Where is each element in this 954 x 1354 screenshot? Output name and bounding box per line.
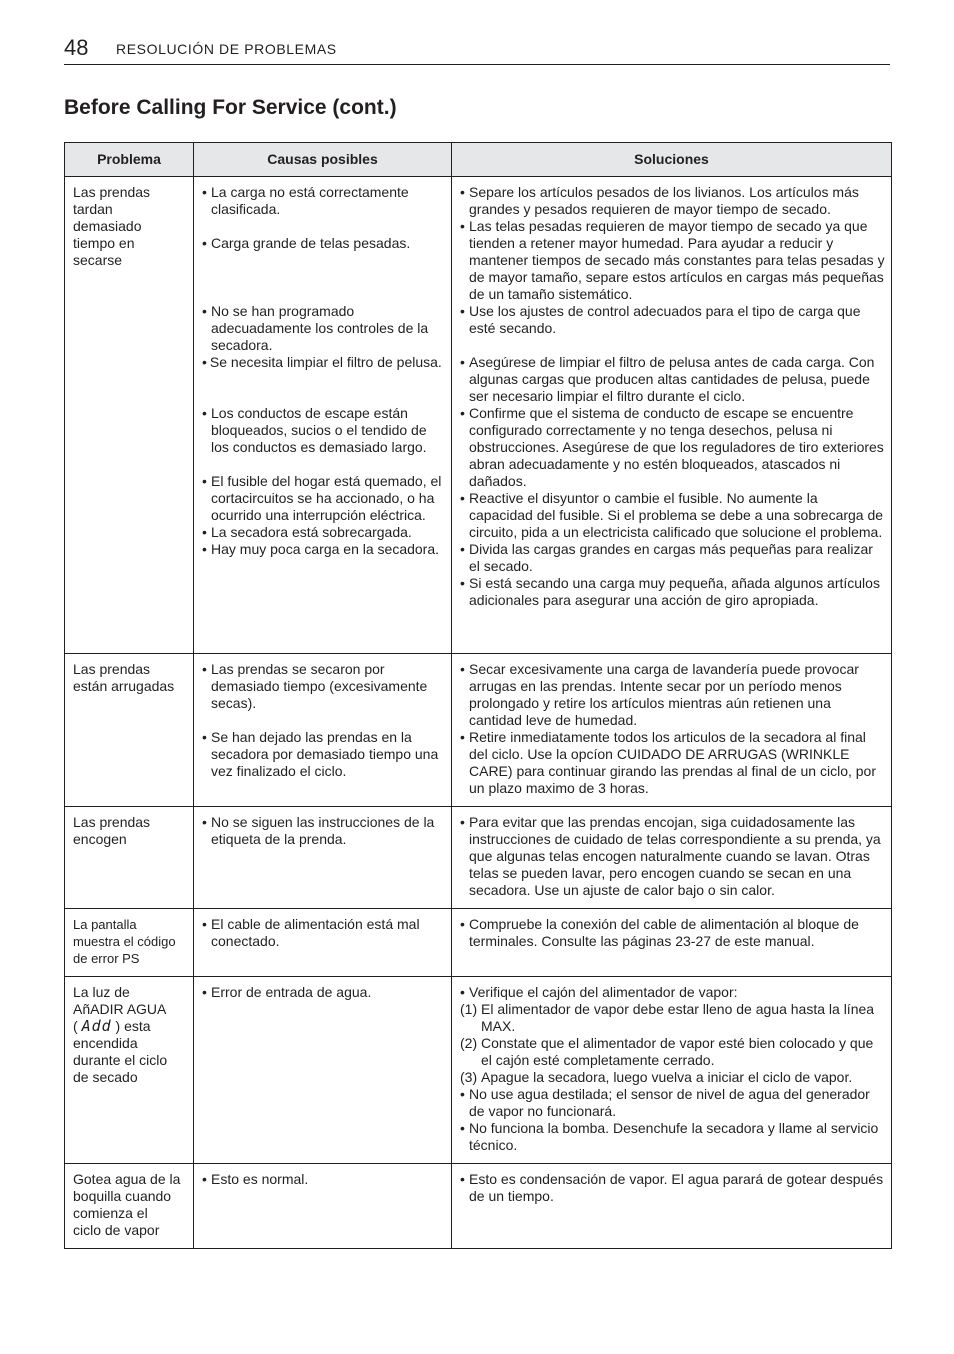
list-item-text: Se necesita limpiar el filtro de pelusa. xyxy=(209,354,442,370)
solutions-list xyxy=(460,661,885,797)
list-item: • Compruebe la conexión del cable de alimentación al bloque de terminales. Consulte las páginas 23-27 de este manual. xyxy=(460,916,885,950)
solutions-cell xyxy=(452,1164,892,1249)
list-item: • La carga no está correctamente clasificada. xyxy=(202,184,445,218)
problem-text-before: La luz de AñADIR AGUA ( xyxy=(73,984,167,1034)
numbered-item xyxy=(460,1001,885,1035)
solutions-cell xyxy=(452,177,892,654)
column-header-problem: Problema xyxy=(65,143,194,177)
list-item: • La secadora está sobrecargada. xyxy=(202,524,445,541)
page-header xyxy=(64,34,890,65)
problem-cell xyxy=(65,807,194,909)
causes-cell xyxy=(194,177,452,654)
solutions-list xyxy=(460,814,885,899)
table-row xyxy=(65,909,892,977)
list-item: • Hay muy poca carga en la secadora. xyxy=(202,541,445,558)
numbered-item xyxy=(460,1069,885,1086)
problem-text: Las prendas tardan demasiado tiempo en secarse xyxy=(73,184,151,268)
solutions-list xyxy=(460,916,885,950)
solutions-list xyxy=(460,1171,885,1205)
list-item: • Esto es condensación de vapor. El agua parará de gotear después de un tiempo. xyxy=(460,1171,885,1205)
list-item: • Confirme que el sistema de conducto de escape se encuentre configurado correctamente y no tenga desechos, pelusa ni obstrucciones. Asegúrese de que los reguladores de tiro exteriores abran adecuadamente y no estén bloqueados, atascados ni dañados. xyxy=(460,405,885,490)
list-item: • Esto es normal. xyxy=(202,1171,445,1188)
solutions-cell xyxy=(452,909,892,977)
list-item: • Las prendas se secaron por demasiado tiempo (excesivamente secas). xyxy=(202,661,445,712)
list-item: • El fusible del hogar está quemado, el cortacircuitos se ha accionado, o ha ocurrido una interrupción eléctrica. xyxy=(202,473,445,524)
table-row xyxy=(65,177,892,654)
solutions-cell xyxy=(452,654,892,807)
solutions-cell xyxy=(452,977,892,1164)
item-number: (2) xyxy=(460,1035,478,1051)
problem-cell xyxy=(65,177,194,654)
numbered-item xyxy=(460,1035,885,1069)
causes-cell xyxy=(194,977,452,1164)
list-item: • No funciona la bomba. Desenchufe la secadora y llame al servicio técnico. xyxy=(460,1120,885,1154)
problem-text: Las prendas encogen xyxy=(73,814,151,847)
causes-cell xyxy=(194,909,452,977)
causes-cell xyxy=(194,654,452,807)
list-item: • Retire inmediatamente todos los articulos de la secadora al final del ciclo. Use la opcíon CUIDADO DE ARRUGAS (WRINKLE CARE) para continuar girando las prendas al final de un ciclo, por un plazo maximo de 3 horas. xyxy=(460,729,885,797)
table-row xyxy=(65,807,892,909)
column-header-solutions: Soluciones xyxy=(452,143,892,177)
list-item: • Si está secando una carga muy pequeña, añada algunos artículos adicionales para asegurar una acción de giro apropiada. xyxy=(460,575,885,609)
causes-list xyxy=(202,984,445,1001)
add-water-display-code: Add xyxy=(81,1017,112,1035)
list-item: • Para evitar que las prendas encojan, siga cuidadosamente las instrucciones de cuidado de telas correspondiente a su prenda, ya que algunas telas encogen naturalmente cuando se lavan. Otras telas se pueden lavar, pero encogen cuando se secan en una secadora. Use un ajuste de calor bajo o sin calor. xyxy=(460,814,885,899)
page-number: 48 xyxy=(64,35,89,60)
problem-text xyxy=(73,984,187,1086)
section-title: RESOLUCIÓN DE PROBLEMAS xyxy=(116,41,337,57)
list-item: • Las telas pesadas requieren de mayor tiempo de secado ya que tienden a retener mayor humedad. Para ayudar a reducir y mantener tiempos de secado más constantes para telas pesadas y de mayor tamaño, separe estos artículos en cargas más pequeñas de un tamaño sistemático. xyxy=(460,218,885,303)
item-text: El alimentador de vapor debe estar lleno de agua hasta la línea MAX. xyxy=(481,1001,875,1034)
problem-text: La pantalla muestra el código de error PS xyxy=(73,917,176,966)
problem-cell xyxy=(65,977,194,1164)
causes-list xyxy=(202,1171,445,1188)
item-number: (1) xyxy=(460,1001,478,1017)
list-item: • El cable de alimentación está mal conectado. xyxy=(202,916,445,950)
list-item: • Error de entrada de agua. xyxy=(202,984,445,1001)
problem-cell xyxy=(65,654,194,807)
problem-cell xyxy=(65,909,194,977)
problem-cell xyxy=(65,1164,194,1249)
list-item: • No se siguen las instrucciones de la etiqueta de la prenda. xyxy=(202,814,445,848)
troubleshooting-table xyxy=(64,142,892,1249)
solutions-list xyxy=(460,184,885,609)
item-text: Constate que el alimentador de vapor esté bien colocado y que el cajón esté completamente cerrado. xyxy=(481,1035,874,1068)
list-item: • Divida las cargas grandes en cargas más pequeñas para realizar el secado. xyxy=(460,541,885,575)
causes-list xyxy=(202,661,445,780)
solutions-list xyxy=(460,984,885,1154)
list-item: • Carga grande de telas pesadas. xyxy=(202,235,445,252)
list-item: • Use los ajustes de control adecuados para el tipo de carga que esté secando. xyxy=(460,303,885,337)
table-row xyxy=(65,654,892,807)
causes-list xyxy=(202,814,445,848)
causes-list xyxy=(202,184,445,558)
table-row xyxy=(65,1164,892,1249)
column-header-causes: Causas posibles xyxy=(194,143,452,177)
list-item: • Verifique el cajón del alimentador de vapor: xyxy=(460,984,885,1001)
list-item: • Se han dejado las prendas en la secadora por demasiado tiempo una vez finalizado el ciclo. xyxy=(202,729,445,780)
problem-text: Las prendas están arrugadas xyxy=(73,661,175,694)
table-row xyxy=(65,977,892,1164)
problem-text-after: ) esta encendida durante el ciclo de secado xyxy=(73,1018,168,1085)
list-item: • Reactive el disyuntor o cambie el fusible. No aumente la capacidad del fusible. Si el problema se debe a una sobrecarga de circuito, pida a un electricista calificado que solucione el problema. xyxy=(460,490,885,541)
list-item: • Separe los artículos pesados de los livianos. Los artículos más grandes y pesados requieren de mayor tiempo de secado. xyxy=(460,184,885,218)
causes-cell xyxy=(194,807,452,909)
item-text: Apague la secadora, luego vuelva a iniciar el ciclo de vapor. xyxy=(481,1069,853,1085)
list-item: • Secar excesivamente una carga de lavandería puede provocar arrugas en las prendas. Intente secar por un período menos prolongado y retire los artículos mientras aún retienen una cantidad leve de humedad. xyxy=(460,661,885,729)
causes-list xyxy=(202,916,445,950)
list-item: • Asegúrese de limpiar el filtro de pelusa antes de cada carga. Con algunas cargas que producen altas cantidades de pelusa, puede ser necesario limpiar el filtro durante el ciclo. xyxy=(460,354,885,405)
list-item: • Los conductos de escape están bloqueados, sucios o el tendido de los conductos es demasiado largo. xyxy=(202,405,445,456)
problem-text: Gotea agua de la boquilla cuando comienza el ciclo de vapor xyxy=(73,1171,181,1238)
item-number: (3) xyxy=(460,1069,478,1085)
list-item: • No use agua destilada; el sensor de nivel de agua del generador de vapor no funcionará. xyxy=(460,1086,885,1120)
list-item xyxy=(202,354,445,371)
solutions-cell xyxy=(452,807,892,909)
table-header-row xyxy=(65,143,892,177)
causes-cell xyxy=(194,1164,452,1249)
page-title: Before Calling For Service (cont.) xyxy=(64,96,397,119)
list-item: • No se han programado adecuadamente los controles de la secadora. xyxy=(202,303,445,354)
